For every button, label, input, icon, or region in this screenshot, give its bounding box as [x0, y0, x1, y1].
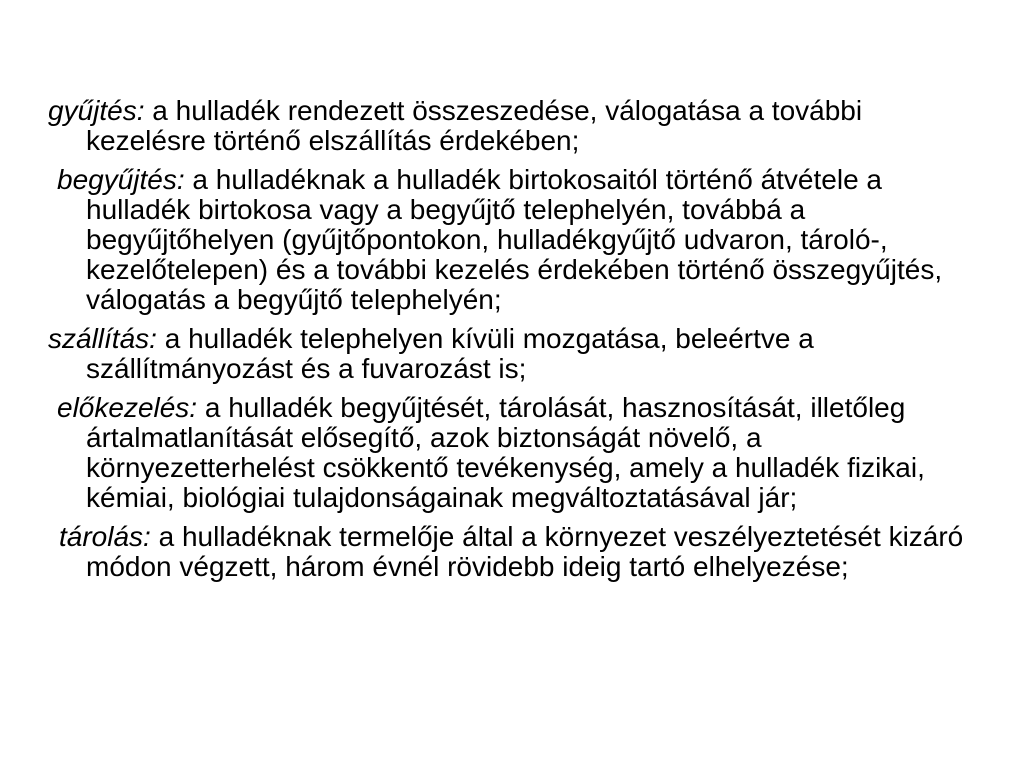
definition-item-tarolas: [48, 522, 968, 582]
definition-text: a hulladék rendezett összeszedése, válogatása a további kezelésre történő elszállítás érdekében;: [86, 95, 863, 156]
definition-term: begyűjtés:: [57, 164, 185, 195]
definition-term: gyűjtés:: [48, 95, 145, 126]
definition-list: [48, 96, 968, 591]
definition-item-gyujtes: [48, 96, 968, 156]
definition-term: szállítás:: [48, 323, 157, 354]
definition-text: a hulladéknak a hulladék birtokosaitól történő átvétele a hulladék birtokosa vagy a begyűjtő telephelyén, továbbá a begyűjtőhelyen (gyűjtőpontokon, hulladékgyűjtő udvaron, tároló-, kezelőtelepen) és a további kezelés érdekében történő összegyűjtés, válogatás a begyűjtő telephelyén;: [86, 164, 943, 315]
definition-item-elokezeles: [48, 393, 968, 513]
definition-term: előkezelés:: [57, 392, 198, 423]
definition-item-szallitas: [48, 324, 968, 384]
definition-text: a hulladéknak termelője által a környezet veszélyeztetését kizáró módon végzett, három évnél rövidebb ideig tartó elhelyezése;: [86, 521, 964, 582]
definition-text: a hulladék begyűjtését, tárolását, hasznosítását, illetőleg ártalmatlanítását elősegítő, azok biztonságát növelő, a környezetterhelést csökkentő tevékenység, amely a hulladék fizikai, kémiai, biológiai tulajdonságainak megváltoztatásával jár;: [86, 392, 925, 513]
definition-item-begyujtes: [48, 165, 968, 315]
definition-term: tárolás:: [59, 521, 151, 552]
definition-text: a hulladék telephelyen kívüli mozgatása, beleértve a szállítmányozást és a fuvarozást is;: [86, 323, 814, 384]
